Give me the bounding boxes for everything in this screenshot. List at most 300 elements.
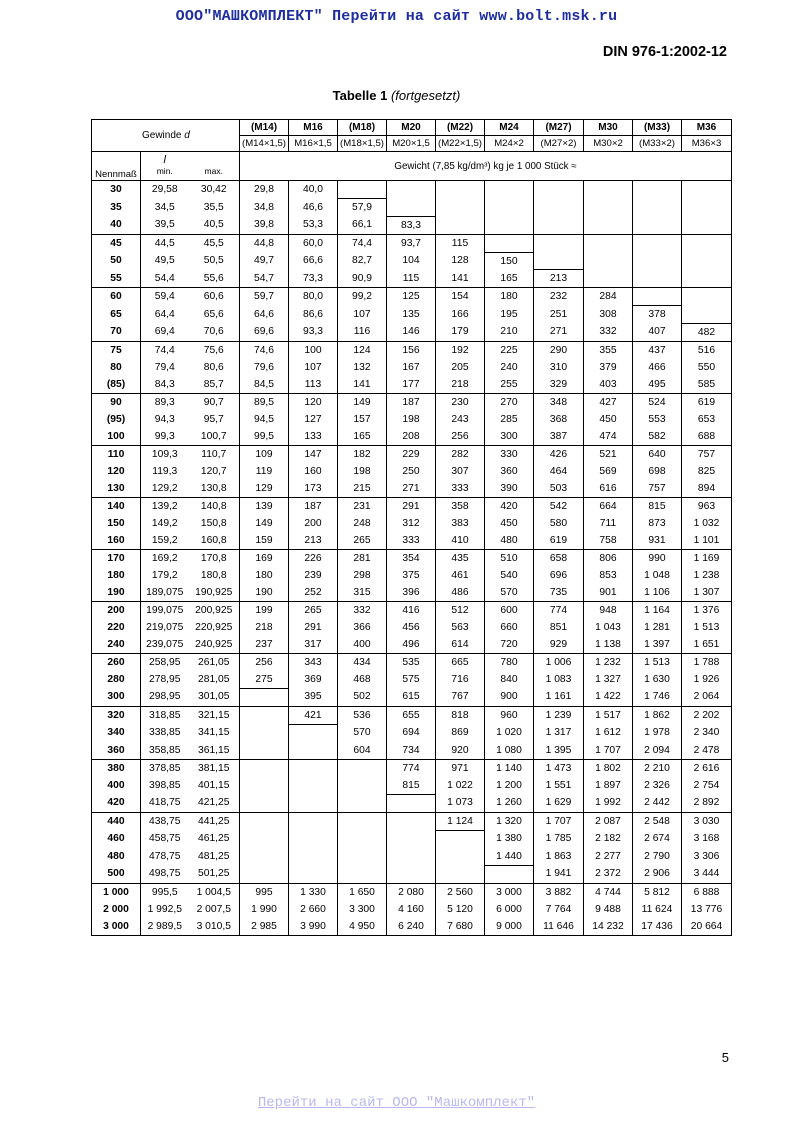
weight-cell bbox=[633, 216, 682, 234]
table-row bbox=[92, 463, 732, 480]
weight-cell: 6 888 bbox=[682, 883, 732, 901]
table-row bbox=[92, 393, 732, 411]
weight-cell: 873 bbox=[633, 515, 682, 532]
weight-cell: 1 926 bbox=[682, 671, 732, 689]
weight-cell: 512 bbox=[436, 601, 485, 619]
weight-cell: 298 bbox=[338, 567, 387, 584]
length-min: 159,2 bbox=[151, 534, 178, 546]
weight-cell: 434 bbox=[338, 653, 387, 671]
weight-cell: 113 bbox=[289, 376, 338, 394]
weight-cell: 410 bbox=[436, 532, 485, 550]
weight-cell: 1 032 bbox=[682, 515, 732, 532]
weight-cell: 1 992 bbox=[584, 794, 633, 812]
length-max: 361,15 bbox=[189, 742, 240, 760]
length-min: 199,075 bbox=[141, 601, 189, 619]
length-max: 60,6 bbox=[189, 288, 240, 306]
weight-cell: 3 882 bbox=[534, 883, 584, 901]
weight-cell: 329 bbox=[534, 376, 584, 394]
nominal-length: 440 bbox=[92, 812, 141, 830]
table-row bbox=[92, 671, 732, 689]
weight-cell: 580 bbox=[534, 515, 584, 532]
weight-cell: 182 bbox=[338, 445, 387, 463]
length-min: 79,4 bbox=[154, 361, 175, 373]
weight-cell: 291 bbox=[387, 497, 436, 515]
weight-cell bbox=[240, 812, 289, 830]
weight-cell bbox=[240, 688, 289, 706]
weight-cell bbox=[534, 252, 584, 270]
weight-cell: 64,6 bbox=[240, 306, 289, 324]
weight-cell: 2 210 bbox=[633, 759, 682, 777]
weight-cell bbox=[436, 830, 485, 848]
weight-cell: 17 436 bbox=[633, 918, 682, 936]
table-row bbox=[92, 549, 732, 567]
standard-number: DIN 976-1:2002-12 bbox=[602, 44, 727, 60]
table-body bbox=[92, 181, 732, 936]
weight-cell: 815 bbox=[633, 497, 682, 515]
table-row bbox=[92, 234, 732, 252]
fine-thread-header: (M14×1,5) bbox=[240, 136, 289, 152]
weight-cell: 818 bbox=[436, 706, 485, 724]
thread-size-header: M36 bbox=[682, 120, 732, 136]
weight-cell: 218 bbox=[436, 376, 485, 394]
weight-cell: 150 bbox=[485, 252, 534, 270]
weight-cell: 1 395 bbox=[534, 742, 584, 760]
weight-cell bbox=[584, 181, 633, 199]
weight-cell: 1 897 bbox=[584, 777, 633, 795]
weight-cell: 480 bbox=[485, 532, 534, 550]
weight-cell bbox=[338, 865, 387, 883]
thread-header-row bbox=[92, 120, 732, 136]
thread-size-header: M24 bbox=[485, 120, 534, 136]
weight-cell bbox=[387, 181, 436, 199]
weight-cell: 73,3 bbox=[289, 270, 338, 288]
table-row bbox=[92, 883, 732, 901]
table-row bbox=[92, 706, 732, 724]
weight-cell: 84,5 bbox=[240, 376, 289, 394]
weight-cell bbox=[338, 777, 387, 795]
length-max: 65,6 bbox=[189, 306, 240, 324]
length-max: 120,7 bbox=[189, 463, 240, 480]
length-max: 461,25 bbox=[189, 830, 240, 848]
weight-cell: 5 812 bbox=[633, 883, 682, 901]
weight-cell bbox=[485, 234, 534, 252]
weight-cell: 93,3 bbox=[289, 323, 338, 341]
thread-size-header: (M33) bbox=[633, 120, 682, 136]
weight-cell: 1 073 bbox=[436, 794, 485, 812]
weight-cell: 239 bbox=[289, 567, 338, 584]
weight-cell: 232 bbox=[534, 288, 584, 306]
weight-cell: 14 232 bbox=[584, 918, 633, 936]
weight-cell: 3 030 bbox=[682, 812, 732, 830]
weight-cell: 1 746 bbox=[633, 688, 682, 706]
weight-cell: 1 330 bbox=[289, 883, 338, 901]
weight-cell: 582 bbox=[633, 428, 682, 446]
nominal-length: 190 bbox=[92, 584, 141, 602]
weight-cell: 767 bbox=[436, 688, 485, 706]
weight-cell: 256 bbox=[436, 428, 485, 446]
weight-cell: 271 bbox=[534, 323, 584, 341]
weight-cell: 93,7 bbox=[387, 234, 436, 252]
weight-cell bbox=[485, 865, 534, 883]
weight-cell: 128 bbox=[436, 252, 485, 270]
weight-cell: 255 bbox=[485, 376, 534, 394]
length-max: 50,5 bbox=[189, 252, 240, 270]
length-max: 70,6 bbox=[189, 323, 240, 341]
weight-cell: 1 802 bbox=[584, 759, 633, 777]
length-min: 338,85 bbox=[149, 727, 181, 739]
weight-cell: 1 138 bbox=[584, 636, 633, 654]
weight-header: Gewicht (7,85 kg/dm³) kg je 1 000 Stück ≈ bbox=[240, 152, 732, 181]
weight-cell: 243 bbox=[436, 411, 485, 428]
length-max: 45,5 bbox=[189, 234, 240, 252]
weight-cell: 13 776 bbox=[682, 901, 732, 918]
gewinde-header: Gewinde d bbox=[92, 120, 240, 152]
length-max: 180,8 bbox=[189, 567, 240, 584]
nominal-length: 400 bbox=[92, 777, 141, 795]
length-min: 498,75 bbox=[149, 868, 181, 880]
weight-cell bbox=[633, 234, 682, 252]
weight-cell: 396 bbox=[387, 584, 436, 602]
weight-cell: 378 bbox=[633, 306, 682, 324]
weight-cell: 360 bbox=[485, 463, 534, 480]
weight-cell: 7 680 bbox=[436, 918, 485, 936]
fine-thread-header: M30×2 bbox=[584, 136, 633, 152]
weight-cell: 1 281 bbox=[633, 619, 682, 636]
weight-cell: 133 bbox=[289, 428, 338, 446]
nominal-length: 460 bbox=[92, 830, 141, 848]
weight-cell: 664 bbox=[584, 497, 633, 515]
weight-cell: 187 bbox=[387, 393, 436, 411]
weight-cell: 20 664 bbox=[682, 918, 732, 936]
table-row bbox=[92, 901, 732, 918]
weight-cell: 1 307 bbox=[682, 584, 732, 602]
nominal-length: 3 000 bbox=[92, 918, 141, 936]
weight-cell: 1 788 bbox=[682, 653, 732, 671]
weight-cell: 213 bbox=[289, 532, 338, 550]
weight-cell: 2 548 bbox=[633, 812, 682, 830]
weight-cell: 694 bbox=[387, 724, 436, 742]
nominal-length: 65 bbox=[92, 306, 141, 324]
weight-cell: 1 551 bbox=[534, 777, 584, 795]
weight-cell: 104 bbox=[387, 252, 436, 270]
length-max: 200,925 bbox=[189, 601, 240, 619]
weight-cell bbox=[633, 181, 682, 199]
weight-cell: 210 bbox=[485, 323, 534, 341]
table-row bbox=[92, 794, 732, 812]
nominal-length: 240 bbox=[92, 636, 141, 654]
weight-cell: 383 bbox=[436, 515, 485, 532]
table-row bbox=[92, 181, 732, 199]
weight-cell: 604 bbox=[338, 742, 387, 760]
weight-cell: 496 bbox=[387, 636, 436, 654]
weight-cell: 3 300 bbox=[338, 901, 387, 918]
weight-cell bbox=[436, 865, 485, 883]
weight-cell: 615 bbox=[387, 688, 436, 706]
weight-cell: 132 bbox=[338, 359, 387, 376]
weight-cell: 291 bbox=[289, 619, 338, 636]
weight-cell: 139 bbox=[240, 497, 289, 515]
nominal-length: 35 bbox=[92, 199, 141, 217]
weight-cell bbox=[682, 288, 732, 306]
weight-cell: 971 bbox=[436, 759, 485, 777]
weight-cell bbox=[387, 830, 436, 848]
weight-cell: 265 bbox=[338, 532, 387, 550]
weight-cell: 290 bbox=[534, 341, 584, 359]
length-max: 3 010,5 bbox=[189, 918, 240, 936]
weight-cell: 252 bbox=[289, 584, 338, 602]
weight-cell: 29,8 bbox=[240, 181, 289, 199]
weight-cell: 358 bbox=[436, 497, 485, 515]
weight-cell bbox=[338, 812, 387, 830]
table-row bbox=[92, 323, 732, 341]
length-min: 458,75 bbox=[149, 833, 181, 845]
length-min: 39,5 bbox=[154, 219, 175, 231]
weight-cell: 1 978 bbox=[633, 724, 682, 742]
weight-cell: 271 bbox=[387, 480, 436, 498]
length-min: 69,4 bbox=[154, 326, 175, 338]
weight-cell: 53,3 bbox=[289, 216, 338, 234]
weight-cell: 248 bbox=[338, 515, 387, 532]
weight-cell bbox=[240, 742, 289, 760]
nominal-length: 320 bbox=[92, 706, 141, 724]
weight-cell: 2 906 bbox=[633, 865, 682, 883]
footer-site-link[interactable]: Перейти на сайт ООО "Машкомплект" bbox=[257, 1095, 536, 1111]
weight-cell: 308 bbox=[584, 306, 633, 324]
weight-cell: 300 bbox=[485, 428, 534, 446]
thread-size-header: (M14) bbox=[240, 120, 289, 136]
weight-cell: 570 bbox=[485, 584, 534, 602]
table-row bbox=[92, 376, 732, 394]
weight-cell: 354 bbox=[387, 549, 436, 567]
weight-cell bbox=[584, 216, 633, 234]
weight-cell bbox=[485, 216, 534, 234]
weight-cell: 11 646 bbox=[534, 918, 584, 936]
weight-cell: 563 bbox=[436, 619, 485, 636]
weight-cell: 115 bbox=[436, 234, 485, 252]
length-min: 99,3 bbox=[154, 430, 175, 442]
weight-cell: 482 bbox=[682, 323, 732, 341]
weight-cell: 1 863 bbox=[534, 848, 584, 866]
weight-cell: 931 bbox=[633, 532, 682, 550]
length-max: 220,925 bbox=[189, 619, 240, 636]
weight-cell: 619 bbox=[682, 393, 732, 411]
weight-cell bbox=[436, 181, 485, 199]
nominal-length: 140 bbox=[92, 497, 141, 515]
nominal-length: 420 bbox=[92, 794, 141, 812]
weight-cell: 2 080 bbox=[387, 883, 436, 901]
weight-cell: 275 bbox=[240, 671, 289, 689]
weight-cell: 187 bbox=[289, 497, 338, 515]
weight-cell: 734 bbox=[387, 742, 436, 760]
nominal-length: 280 bbox=[92, 671, 141, 689]
weight-cell bbox=[338, 830, 387, 848]
weight-cell: 119 bbox=[240, 463, 289, 480]
nominal-length: 110 bbox=[92, 445, 141, 463]
weight-cell: 390 bbox=[485, 480, 534, 498]
weight-cell bbox=[240, 848, 289, 866]
weight-cell: 9 488 bbox=[584, 901, 633, 918]
weight-cell: 1 513 bbox=[682, 619, 732, 636]
weight-cell: 343 bbox=[289, 653, 338, 671]
weight-cell: 2 660 bbox=[289, 901, 338, 918]
weight-cell: 468 bbox=[338, 671, 387, 689]
weight-cell: 416 bbox=[387, 601, 436, 619]
weight-cell: 553 bbox=[633, 411, 682, 428]
weight-cell bbox=[436, 199, 485, 217]
weight-cell: 535 bbox=[387, 653, 436, 671]
thread-size-header: (M27) bbox=[534, 120, 584, 136]
weight-cell: 3 306 bbox=[682, 848, 732, 866]
weight-cell: 1 707 bbox=[534, 812, 584, 830]
length-max: 150,8 bbox=[189, 515, 240, 532]
weight-cell: 100 bbox=[289, 341, 338, 359]
length-min: 49,5 bbox=[154, 255, 175, 267]
length-min: 438,75 bbox=[141, 812, 189, 830]
length-min: 179,2 bbox=[151, 569, 178, 581]
weight-cell: 524 bbox=[633, 393, 682, 411]
weight-cell: 510 bbox=[485, 549, 534, 567]
weight-cell: 2 892 bbox=[682, 794, 732, 812]
weight-cell: 1 320 bbox=[485, 812, 534, 830]
weight-cell: 379 bbox=[584, 359, 633, 376]
weight-cell bbox=[240, 706, 289, 724]
table-row bbox=[92, 252, 732, 270]
weight-cell: 1 022 bbox=[436, 777, 485, 795]
l-max-header bbox=[189, 152, 240, 181]
weight-cell: 655 bbox=[387, 706, 436, 724]
weight-cell bbox=[633, 199, 682, 217]
weight-cell: 1 317 bbox=[534, 724, 584, 742]
weight-cell: 135 bbox=[387, 306, 436, 324]
table-row bbox=[92, 567, 732, 584]
nominal-length: 2 000 bbox=[92, 901, 141, 918]
weight-cell: 2 182 bbox=[584, 830, 633, 848]
weight-cell: 109 bbox=[240, 445, 289, 463]
nominal-length: 380 bbox=[92, 759, 141, 777]
nominal-length: 220 bbox=[92, 619, 141, 636]
weight-cell bbox=[240, 794, 289, 812]
table-row bbox=[92, 216, 732, 234]
weight-cell: 688 bbox=[682, 428, 732, 446]
weight-cell: 79,6 bbox=[240, 359, 289, 376]
weight-cell bbox=[534, 234, 584, 252]
weight-cell: 653 bbox=[682, 411, 732, 428]
length-max: 130,8 bbox=[189, 480, 240, 498]
weight-cell: 49,7 bbox=[240, 252, 289, 270]
weight-cell bbox=[338, 181, 387, 199]
length-max: 1 004,5 bbox=[189, 883, 240, 901]
weight-cell: 368 bbox=[534, 411, 584, 428]
table-row bbox=[92, 532, 732, 550]
weight-cell: 1 043 bbox=[584, 619, 633, 636]
fine-thread-header: M36×3 bbox=[682, 136, 732, 152]
length-min: 2 989,5 bbox=[147, 920, 182, 932]
weight-cell: 200 bbox=[289, 515, 338, 532]
weight-cell: 270 bbox=[485, 393, 534, 411]
weight-cell: 146 bbox=[387, 323, 436, 341]
nominal-length: 1 000 bbox=[92, 883, 141, 901]
header-site-link[interactable]: ООО"МАШКОМПЛЕКТ" Перейти на сайт www.bolt.msk.ru bbox=[175, 8, 618, 25]
weight-cell: 90,9 bbox=[338, 270, 387, 288]
weight-cell: 1 990 bbox=[240, 901, 289, 918]
length-min: 169,2 bbox=[141, 549, 189, 567]
weight-cell: 1 650 bbox=[338, 883, 387, 901]
weight-cell: 355 bbox=[584, 341, 633, 359]
l-label: l bbox=[163, 154, 166, 166]
weight-cell: 516 bbox=[682, 341, 732, 359]
weight-cell bbox=[387, 812, 436, 830]
length-max: 321,15 bbox=[189, 706, 240, 724]
weight-cell bbox=[534, 199, 584, 217]
max-label: max. bbox=[204, 166, 223, 176]
table-row bbox=[92, 515, 732, 532]
nominal-length: 120 bbox=[92, 463, 141, 480]
weight-cell bbox=[584, 234, 633, 252]
weight-cell: 774 bbox=[387, 759, 436, 777]
weight-cell bbox=[240, 865, 289, 883]
fine-thread-header: (M22×1,5) bbox=[436, 136, 485, 152]
weight-cell: 774 bbox=[534, 601, 584, 619]
weight-cell: 569 bbox=[584, 463, 633, 480]
weight-cell bbox=[289, 742, 338, 760]
length-max: 261,05 bbox=[189, 653, 240, 671]
length-min: 129,2 bbox=[151, 482, 178, 494]
weight-cell bbox=[485, 181, 534, 199]
weight-cell bbox=[338, 848, 387, 866]
table-row bbox=[92, 428, 732, 446]
fine-thread-header: (M33×2) bbox=[633, 136, 682, 152]
weight-cell bbox=[682, 181, 732, 199]
length-max: 381,15 bbox=[189, 759, 240, 777]
length-min: 149,2 bbox=[151, 517, 178, 529]
weight-cell: 542 bbox=[534, 497, 584, 515]
thread-size-header: M30 bbox=[584, 120, 633, 136]
weight-cell: 312 bbox=[387, 515, 436, 532]
weight-cell: 317 bbox=[289, 636, 338, 654]
weight-cell: 265 bbox=[289, 601, 338, 619]
weight-cell: 1 239 bbox=[534, 706, 584, 724]
table-row bbox=[92, 848, 732, 866]
weight-cell: 757 bbox=[633, 480, 682, 498]
table-row bbox=[92, 865, 732, 883]
weight-cell: 6 240 bbox=[387, 918, 436, 936]
weight-cell: 1 629 bbox=[534, 794, 584, 812]
thread-size-header: (M22) bbox=[436, 120, 485, 136]
weight-cell: 250 bbox=[387, 463, 436, 480]
length-max: 80,6 bbox=[189, 359, 240, 376]
nominal-length: 55 bbox=[92, 270, 141, 288]
thread-size-header: M16 bbox=[289, 120, 338, 136]
weight-cell: 894 bbox=[682, 480, 732, 498]
weight-cell: 2 202 bbox=[682, 706, 732, 724]
weight-cell: 614 bbox=[436, 636, 485, 654]
weight-cell: 1 327 bbox=[584, 671, 633, 689]
weight-cell: 229 bbox=[387, 445, 436, 463]
table-row bbox=[92, 497, 732, 515]
nominal-length: 500 bbox=[92, 865, 141, 883]
weight-cell: 1 707 bbox=[584, 742, 633, 760]
weight-cell: 570 bbox=[338, 724, 387, 742]
length-max: 401,15 bbox=[189, 777, 240, 795]
weight-cell: 208 bbox=[387, 428, 436, 446]
weight-cell: 461 bbox=[436, 567, 485, 584]
table-row bbox=[92, 359, 732, 376]
weight-cell: 427 bbox=[584, 393, 633, 411]
nominal-length: 300 bbox=[92, 688, 141, 706]
weight-cell: 1 380 bbox=[485, 830, 534, 848]
weight-cell: 4 160 bbox=[387, 901, 436, 918]
weight-cell: 660 bbox=[485, 619, 534, 636]
